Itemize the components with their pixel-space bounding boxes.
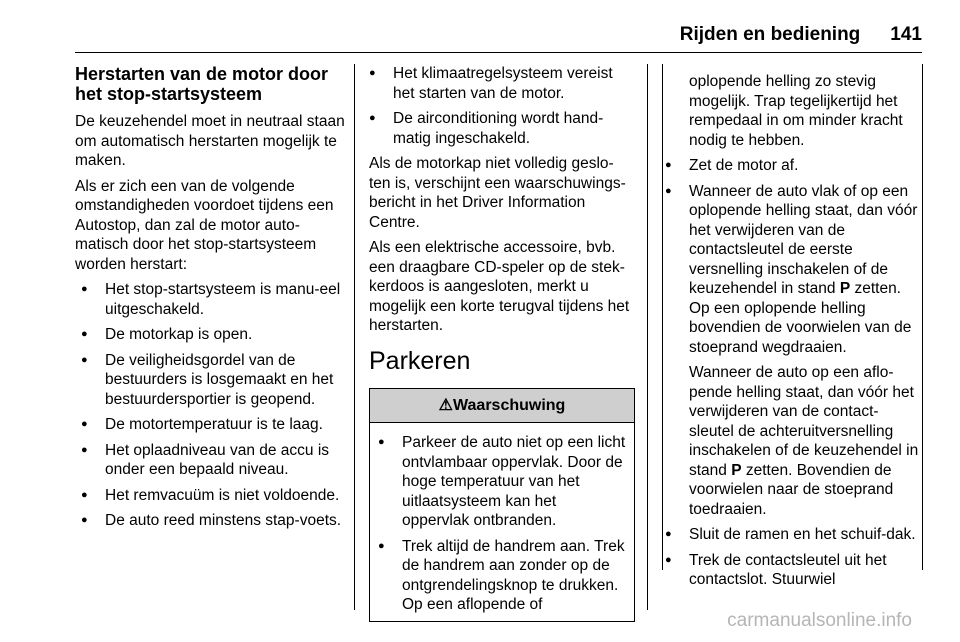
warning-body xyxy=(370,423,634,615)
column-divider xyxy=(647,64,648,610)
text-span: zetten. Op een oplopende helling bovendien de voorwielen van de stoeprand wegdraaien. xyxy=(689,280,912,356)
header-title: Rijden en bediening xyxy=(679,24,861,45)
paragraph: oplopende helling zo stevig mogelijk. Trap tegelijkertijd het rempedaal in om minder kracht nodig te hebben. xyxy=(689,73,903,149)
gear-p-label: P xyxy=(839,280,851,297)
column-3 xyxy=(665,72,923,596)
list-item: ● De airconditioning wordt hand-matig ingeschakeld. xyxy=(369,109,635,148)
section-title-parkeren: Parkeren xyxy=(369,346,471,375)
warning-icon: ⚠ xyxy=(438,396,454,414)
list-item: ● De motorkap is open. xyxy=(81,325,345,345)
bullet-list xyxy=(665,156,923,357)
list-item: ● Sluit de ramen en het schuif-dak. xyxy=(665,525,923,545)
paragraph: Als er zich een van de volgende omstandigheden voordoet tijdens een Autostop, dan zal de motor auto-matisch door het stop-startsysteem worden herstart: xyxy=(75,177,334,273)
warning-continuation-left-border xyxy=(662,64,663,570)
page-number: 141 xyxy=(890,24,922,45)
list-item: ● De motortemperatuur is te laag. xyxy=(81,415,345,435)
paragraph xyxy=(665,363,923,519)
list-item: ● Het remvacuüm is niet voldoende. xyxy=(81,486,345,506)
list-item: ● Trek altijd de handrem aan. Trek de handrem aan zonder op de ontgrendelingsknop te drukken. Op een aflopende of xyxy=(378,537,626,615)
list-item: ● De veiligheidsgordel van de bestuurders is losgemaakt en het bestuurdersportier is geopend. xyxy=(81,351,345,410)
bullet-list xyxy=(75,280,345,531)
text-span: Wanneer de auto op een aflo-pende helling staat, dan vóór het verwijderen van de contact-sleutel de achteruitversnelling inschakelen of de keuzehendel in stand xyxy=(689,364,919,479)
list-item: ● Het stop-startsysteem is manu-eel uitgeschakeld. xyxy=(81,280,345,319)
column-1 xyxy=(75,64,345,537)
list-item: ● De auto reed minstens stap-voets. xyxy=(81,511,345,531)
text-span: zetten. Bovendien de voorwielen naar de stoeprand toedraaien. xyxy=(689,461,894,518)
section-heading-restart: Herstarten van de motor door het stop-startsysteem xyxy=(75,64,329,104)
text-span: Wanneer de auto vlak of op een oplopende helling staat, dan vóór het verwijderen van de contactsleutel de eerste versnelling inschakelen of de keuzehendel in stand xyxy=(689,182,918,297)
column-divider xyxy=(354,64,355,610)
bullet-list xyxy=(378,433,626,615)
list-item: ● Parkeer de auto niet op een licht ontvlambaar oppervlak. Door de hoge temperatuur van het uitlaatsysteem kan het oppervlak ontbranden. xyxy=(378,433,626,531)
header-rule xyxy=(75,52,922,53)
warning-title: Waarschuwing xyxy=(453,396,566,414)
list-item: ● Zet de motor af. xyxy=(665,156,923,176)
column-2 xyxy=(369,64,635,622)
list-item: ● Het oplaadniveau van de accu is onder een bepaald niveau. xyxy=(81,441,345,480)
list-item: ● Het klimaatregelsysteem vereist het starten van de motor. xyxy=(369,64,635,103)
paragraph: De keuzehendel moet in neutraal staan om automatisch herstarten mogelijk te maken. xyxy=(75,113,345,169)
bullet-list xyxy=(369,64,635,148)
gear-p-label: P xyxy=(731,461,742,479)
warning-header xyxy=(370,389,634,424)
list-item: ● Trek de contactsleutel uit het contactslot. Stuurwiel xyxy=(665,551,923,590)
paragraph: Als de motorkap niet volledig geslo-ten is, verschijnt een waarschuwings-bericht in het Driver Information Centre. xyxy=(369,155,626,231)
list-item xyxy=(665,182,923,358)
watermark: carmanualsonline.info xyxy=(727,610,912,631)
paragraph: Als een elektrische accessoire, bvb. een draagbare CD-speler op de stek-kerdoos is aangesloten, merkt u mogelijk een korte terugval tijdens het herstarten. xyxy=(369,239,630,334)
bullet-list xyxy=(665,525,923,590)
warning-box xyxy=(369,388,635,622)
page-header xyxy=(680,24,922,46)
